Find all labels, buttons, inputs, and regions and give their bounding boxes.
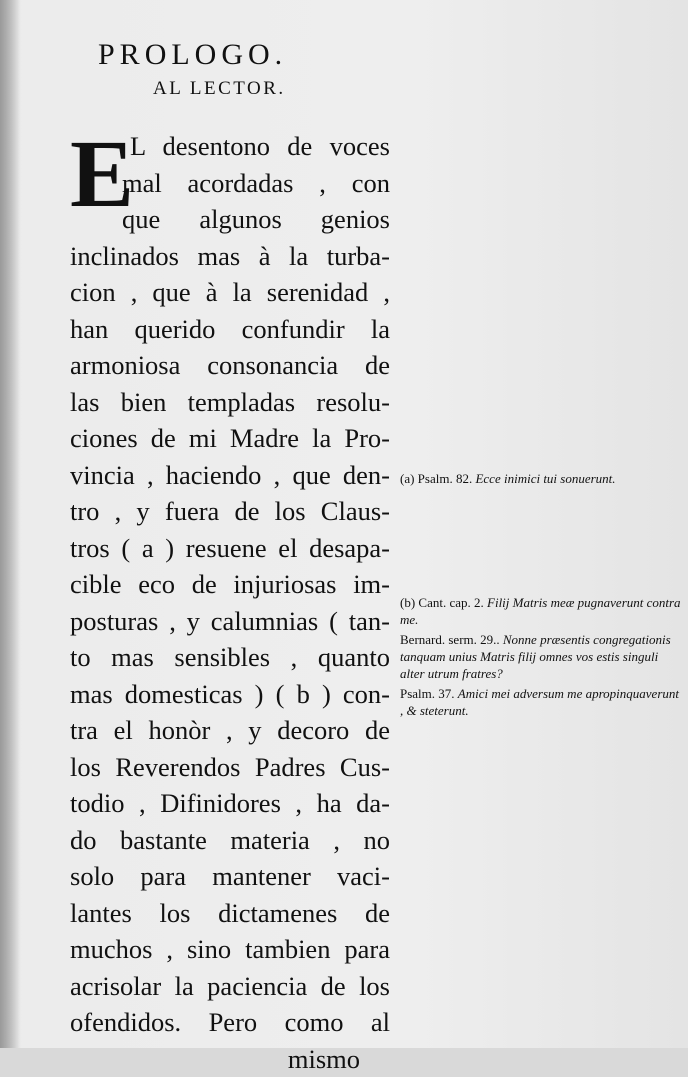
text-line: posturas , y calumnias ( tan- [70,603,390,640]
catchword: mismo [70,1041,390,1077]
text-line: tro , y fuera de los Claus- [70,493,390,530]
text-line: acrisolar la paciencia de los [70,968,390,1005]
text-line: inclinados mas à la turba- [70,238,390,275]
note-entry [400,685,682,719]
text-line: mal acordadas , con [70,165,390,202]
note-entry [400,631,682,682]
note-reference: (a) Psalm. 82. [400,471,472,486]
note-text: Amici mei adversum me apropinquaverunt , & steterunt. [400,686,679,718]
drop-capital: E [70,133,134,215]
text-line: las bien templadas resolu- [70,384,390,421]
note-text: Nonne præsentis congregationis tanquam unius Matris filij omnes vos estis singuli alter utrum fratres? [400,632,671,681]
text-line: do bastante materia , no [70,822,390,859]
note-reference: Psalm. 37. [400,686,455,701]
note-entry [400,594,682,628]
text-line: muchos , sino tambien para [70,931,390,968]
text-line: vincia , haciendo , que den- [70,457,390,494]
page-subtitle: AL LECTOR. [153,78,286,100]
margin-note-b [400,594,682,722]
text-line: cible eco de injuriosas im- [70,566,390,603]
text-line: los Reverendos Padres Cus- [70,749,390,786]
text-line: ofendidos. Pero como al [70,1004,390,1041]
note-reference: Bernard. serm. 29.. [400,632,500,647]
text-line: tros ( a ) resuene el desapa- [70,530,390,567]
text-line: ciones de mi Madre la Pro- [70,420,390,457]
note-text: Filij Matris meæ pugnaverunt contra me. [400,595,681,627]
text-line: lantes los dictamenes de [70,895,390,932]
text-line: to mas sensibles , quanto [70,639,390,676]
main-text-column [70,128,390,1077]
text-line: solo para mantener vaci- [70,858,390,895]
text-line: armoniosa consonancia de [70,347,390,384]
page-gutter-shadow [0,0,20,1048]
text-line: han querido confundir la [70,311,390,348]
text-line: mas domesticas ) ( b ) con- [70,676,390,713]
margin-note-a [400,470,682,487]
note-text: Ecce inimici tui sonuerunt. [475,471,615,486]
note-reference: (b) Cant. cap. 2. [400,595,484,610]
text-line: todio , Difinidores , ha da- [70,785,390,822]
text-line: L desentono de voces [70,128,390,165]
page-title: PROLOGO. [98,38,287,72]
text-line: tra el honòr , y decoro de [70,712,390,749]
text-line: cion , que à la serenidad , [70,274,390,311]
text-line: que algunos genios [70,201,390,238]
